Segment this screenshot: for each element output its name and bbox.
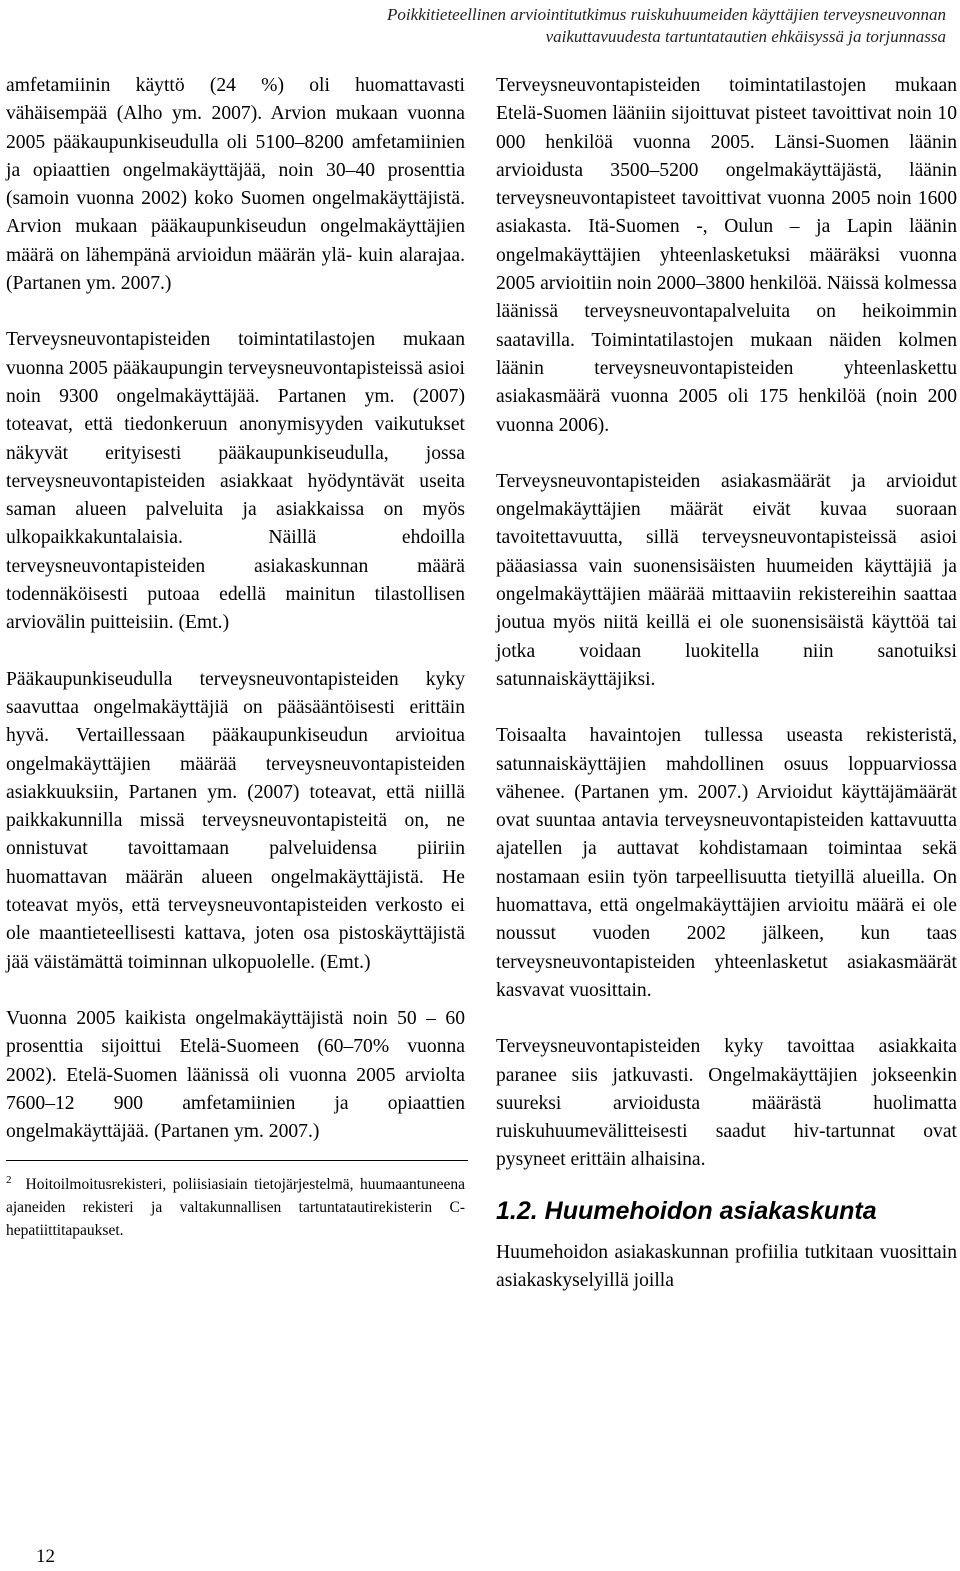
right-column bbox=[496, 72, 957, 1323]
paragraph: Pääkaupunkiseudulla terveysneuvontapisteiden kyky saavuttaa ongelmakäyttäjiä on pääsääntöisesti erittäin hyvä. Vertaillessaan pääkaupunkiseudun arvioitua ongelmakäyttäjien määrää terveysneuvontapisteiden asiakkuuksiin, Partanen ym. (2007) toteavat, että niillä paikkakunnilla missä terveysneuvontapisteitä on, ne onnistuvat tavoittamaan palveluidensa piiriin huomattavan määrän alueen ongelmakäyttäjistä. He toteavat myös, että terveysneuvontapisteiden verkosto ei ole maantieteellisesti kattava, joten osa pistoskäyttäjistä jää väistämättä toiminnan ulkopuolelle. (Emt.) bbox=[6, 668, 465, 973]
header-line-1: Poikkitieteellinen arviointitutkimus ruiskuhuumeiden käyttäjien terveysneuvonnan bbox=[387, 5, 946, 24]
running-header bbox=[0, 4, 946, 48]
paragraph: Toisaalta havaintojen tullessa useasta rekisteristä, satunnaiskäyttäjien mahdollinen osuus loppuarviossa vähenee. (Partanen ym. 2007.) Arvioidut käyttäjämäärät ovat suuntaa antavia terveysneuvontapisteiden kattavuutta ajatellen ja auttavat kohdistamaan toimintaa sekä nostamaan esiin työn tarpeellisuutta tietyillä alueilla. On huomattava, että ongelmakäyttäjien arvioitu määrä ei ole noussut vuoden 2002 jälkeen, kun taas terveysneuvontapisteiden yhteenlasketut asiakasmäärät kasvavat vuosittain. bbox=[496, 725, 957, 1001]
paragraph: Terveysneuvontapisteiden asiakasmäärät ja arvioidut ongelmakäyttäjien määrät eivät kuvaa suoraan tavoitettavuutta, sillä terveysneuvontapisteissä asioi pääasiassa vain suonensisäisten huumeiden käyttäjiä ja ongelmakäyttäjien määrää mittaaviin rekistereihin saattaa joutua myös niitä keillä ei ole suonensisäistä käyttöä tai jotka voidaan luokitella niin sanotuiksi satunnaiskäyttäjiksi. bbox=[496, 470, 957, 690]
section-heading: 1.2. Huumehoidon asiakaskunta bbox=[496, 1196, 877, 1225]
left-column bbox=[6, 72, 465, 1270]
page-number: 12 bbox=[36, 1546, 55, 1567]
footnote-text: Hoitoilmoitusrekisteri, poliisiasiain tietojärjestelmä, huumaantuneena ajaneiden rekisteri ja valtakunnallisen tartuntatautirekisterin C-hepatiittitapaukset. bbox=[6, 1176, 465, 1240]
paragraph: Vuonna 2005 kaikista ongelmakäyttäjistä noin 50 – 60 prosenttia sijoittui Etelä-Suomeen (60–70% vuonna 2002). Etelä-Suomen läänissä oli vuonna 2005 arviolta 7600–12 900 amfetamiinien ja opiaattien ongelmakäyttäjää. (Partanen ym. 2007.) bbox=[6, 1007, 465, 1143]
paragraph: Huumehoidon asiakaskunnan profiilia tutkitaan vuosittain asiakaskyselyillä joilla bbox=[496, 1241, 957, 1291]
footnote-divider bbox=[6, 1160, 468, 1161]
footnote-mark: 2 bbox=[6, 1174, 12, 1187]
paragraph: Terveysneuvontapisteiden toimintatilastojen mukaan vuonna 2005 pääkaupungin terveysneuvontapisteissä asioi noin 9300 ongelmakäyttäjää. Partanen ym. (2007) toteavat, että tiedonkeruun anonymisyyden vaikutukset näkyvät erityisesti pääkaupunkiseudulla, jossa terveysneuvontapisteiden asiakkaat hyödyntävät useita saman alueen palveluita ja asiakkaissa on myös ulkopaikkakuntalaisia. Näillä ehdoilla terveysneuvontapisteiden asiakaskunnan määrä todennäköisesti putoaa edellä mainitun tilastollisen arviovälin puitteisiin. (Emt.) bbox=[6, 329, 465, 634]
paragraph: amfetamiinin käyttö (24 %) oli huomattavasti vähäisempää (Alho ym. 2007). Arvion mukaan vuonna 2005 pääkaupunkiseudulla oli 5100–8200 amfetamiinien ja opiaattien ongelmakäyttäjää, noin 30–40 prosenttia (samoin vuonna 2002) koko Suomen ongelmakäyttäjistä. Arvion mukaan pääkaupunkiseudun ongelmakäyttäjien määrä on lähempänä arvioidun määrän ylä- kuin alarajaa. (Partanen ym. 2007.) bbox=[6, 75, 465, 295]
footnote bbox=[6, 1169, 465, 1242]
header-line-2: vaikuttavuudesta tartuntatautien ehkäisyssä ja torjunnassa bbox=[545, 27, 946, 46]
paragraph: Terveysneuvontapisteiden kyky tavoittaa asiakkaita paranee siis jatkuvasti. Ongelmakäyttäjien jokseenkin suureksi arvioidusta määrästä huolimatta ruiskuhuumevälitteisesti saadut hiv-tartunnat ovat pysyneet erittäin alhaisina. bbox=[496, 1036, 957, 1171]
paragraph: Terveysneuvontapisteiden toimintatilastojen mukaan Etelä-Suomen lääniin sijoittuvat pisteet tavoittivat noin 10 000 henkilöä vuonna 2005. Länsi-Suomen läänin arvioidusta 3500–5200 ongelmakäyttäjästä, läänin terveysneuvontapisteet tavoittivat vuonna 2005 noin 1600 asiakasta. Itä-Suomen -, Oulun – ja Lapin läänin ongelmakäyttäjien yhteenlasketuksi määräksi vuonna 2005 arvioitiin noin 2000–3800 henkilöä. Näissä kolmessa läänissä terveysneuvontapalveluita on heikoimmin saatavilla. Toimintatilastojen mukaan näiden kolmen läänin terveysneuvontapisteiden yhteenlaskettu asiakasmäärä vuonna 2005 oli 175 henkilöä (noin 200 vuonna 2006). bbox=[496, 75, 957, 436]
